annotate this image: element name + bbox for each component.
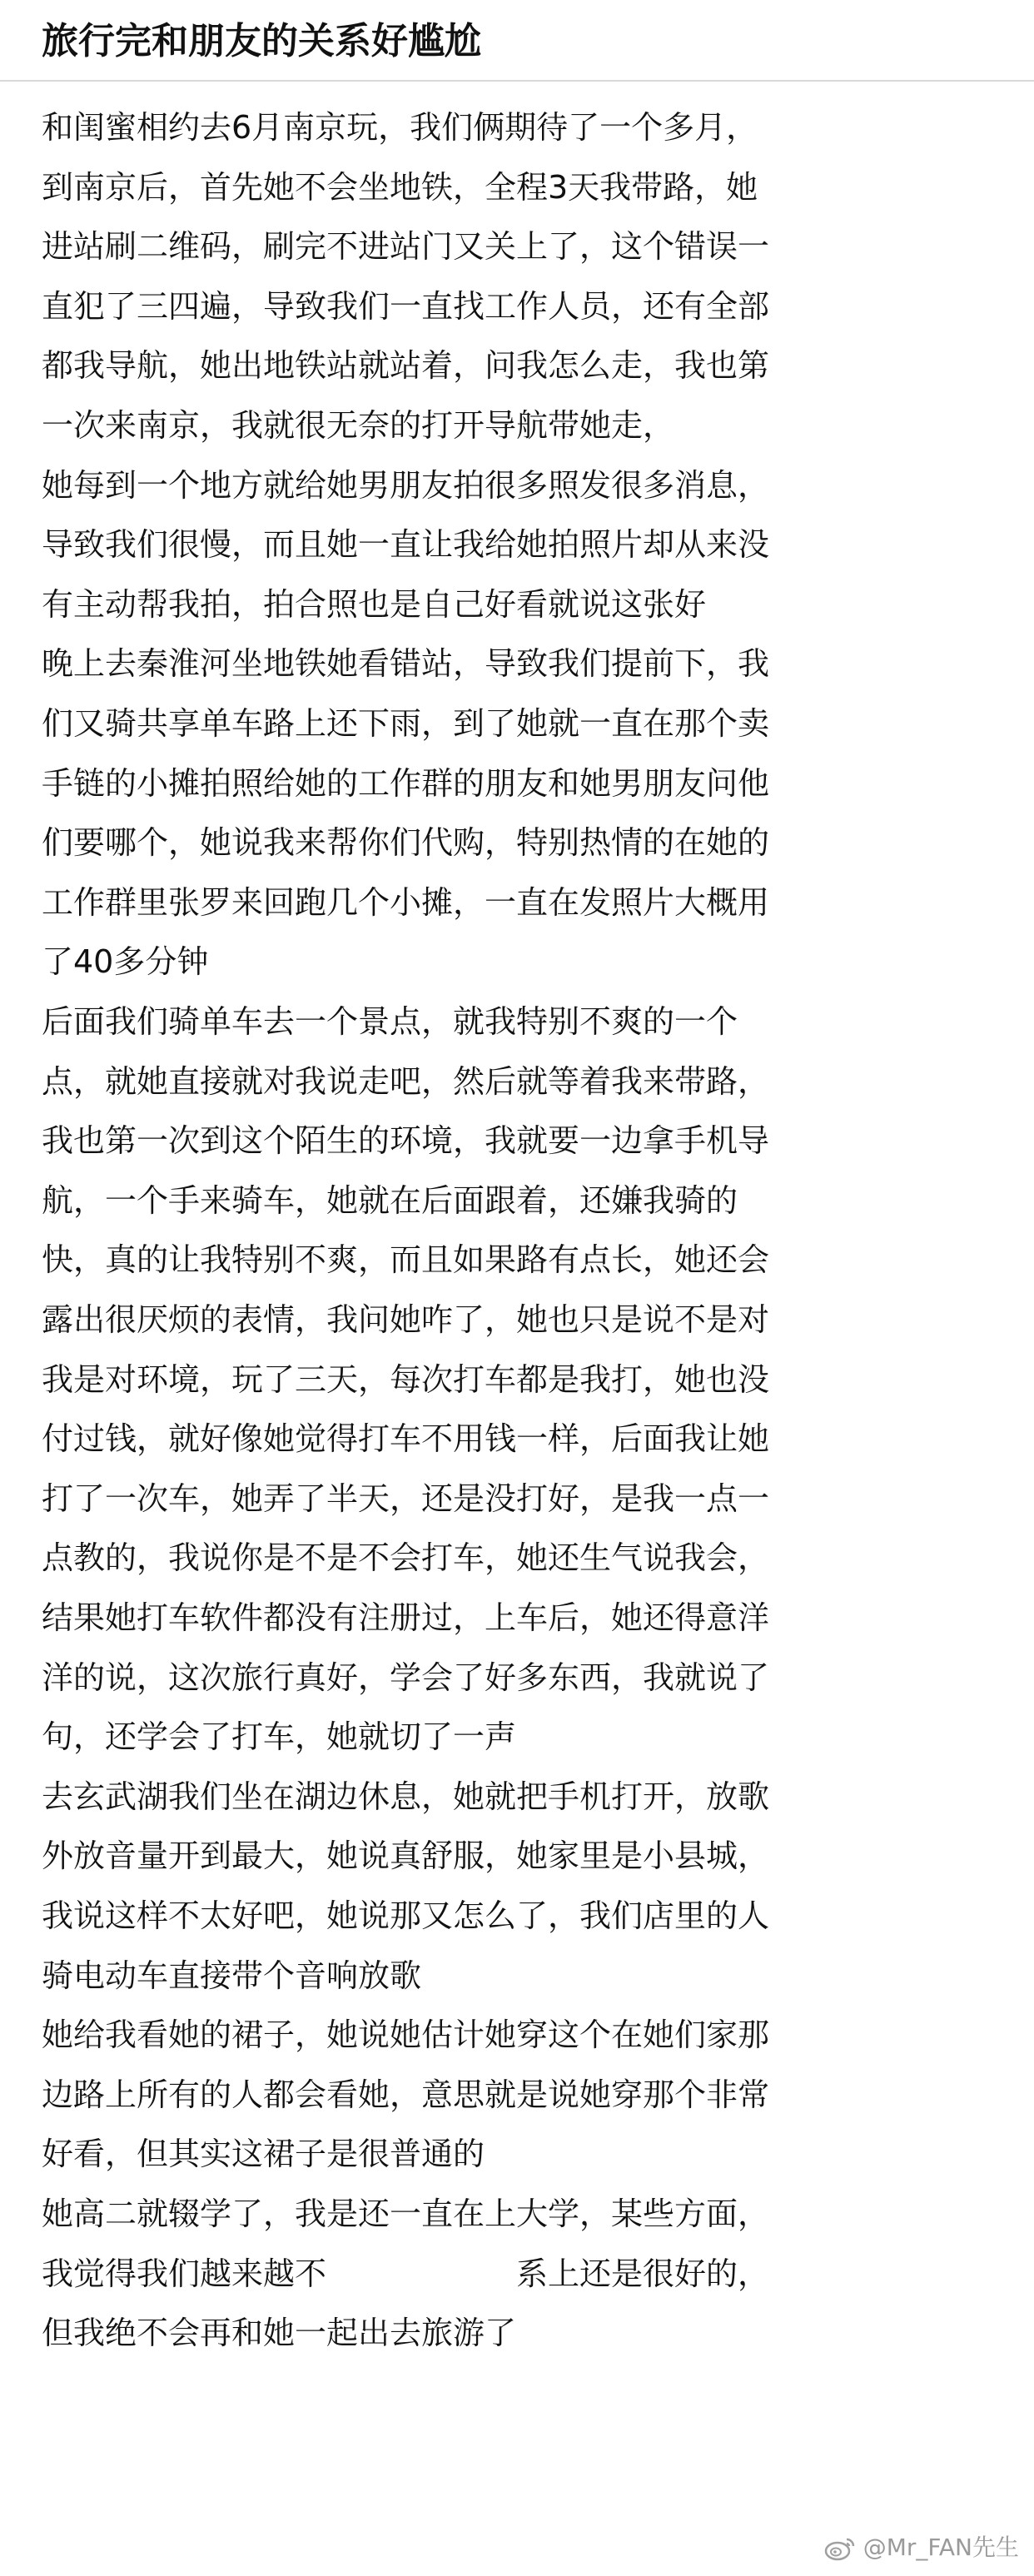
body-line: 她给我看她的裙子，她说她估计她穿这个在她们家那 [42, 2017, 770, 2053]
body-line: 边路上所有的人都会看她，意思就是说她穿那个非常 [42, 2076, 770, 2113]
body-line: 有主动帮我拍，拍合照也是自己好看就说这张好 [42, 586, 707, 623]
body-line: 我也第一次到这个陌生的环境，我就要一边拿手机导 [42, 1122, 770, 1159]
body-line: 我觉得我们越来越不 系上还是很好的， [42, 2255, 770, 2292]
body-line: 句，还学会了打车，她就切了一声 [42, 1718, 517, 1755]
body-line: 一次来南京，我就很无奈的打开导航带她走， [42, 407, 675, 444]
body-line: 付过钱，就好像她觉得打车不用钱一样，后面我让她 [42, 1420, 770, 1457]
body-line: 导致我们很慢，而且她一直让我给她拍照片却从来没 [42, 526, 770, 563]
body-line: 结果她打车软件都没有注册过，上车后，她还得意洋 [42, 1599, 770, 1636]
body-line: 后面我们骑单车去一个景点，就我特别不爽的一个 [42, 1003, 738, 1040]
body-line: 洋的说，这次旅行真好，学会了好多东西，我就说了 [42, 1659, 770, 1696]
body-line: 航，一个手来骑车，她就在后面跟着，还嫌我骑的 [42, 1182, 738, 1219]
redaction-mark [391, 2406, 691, 2466]
body-line: 快，真的让我特别不爽，而且如果路有点长，她还会 [42, 1241, 770, 1278]
body-line: 露出很厌烦的表情，我问她咋了，她也只是说不是对 [42, 1301, 770, 1338]
body-line: 了40多分钟 [42, 943, 209, 980]
body-line: 们又骑共享单车路上还下雨，到了她就一直在那个卖 [42, 705, 770, 742]
body-line: 但我绝不会再和她一起出去旅游了 [42, 2315, 517, 2351]
body-line: 直犯了三四遍，导致我们一直找工作人员，还有全部 [42, 288, 770, 325]
body-line: 去玄武湖我们坐在湖边休息，她就把手机打开，放歌 [42, 1778, 770, 1815]
body-line: 和闺蜜相约去6月南京玩，我们俩期待了一个多月， [42, 109, 758, 146]
post-title: 旅行完和朋友的关系好尴尬 [42, 20, 481, 62]
body-line: 进站刷二维码，刷完不进站门又关上了，这个错误一 [42, 228, 770, 265]
body-line: 工作群里张罗来回跑几个小摊，一直在发照片大概用 [42, 884, 770, 921]
title-divider [0, 80, 1034, 82]
body-line: 打了一次车，她弄了半天，还是没打好，是我一点一 [42, 1480, 770, 1517]
body-line: 她每到一个地方就给她男朋友拍很多照发很多消息， [42, 467, 770, 504]
body-line: 晚上去秦淮河坐地铁她看错站，导致我们提前下，我 [42, 645, 770, 682]
body-line: 都我导航，她出地铁站就站着，问我怎么走，我也第 [42, 347, 770, 384]
body-line: 们要哪个，她说我来帮你们代购，特别热情的在她的 [42, 824, 770, 861]
watermark-text: @Mr_FAN先生 [862, 2534, 1019, 2561]
body-line: 我是对环境，玩了三天，每次打车都是我打，她也没 [42, 1361, 770, 1398]
body-line: 点教的，我说你是不是不会打车，她还生气说我会， [42, 1539, 770, 1576]
body-line: 到南京后，首先她不会坐地铁，全程3天我带路，她 [42, 169, 758, 206]
weibo-logo-icon [823, 2534, 857, 2561]
body-line: 点，就她直接就对我说走吧，然后就等着我来带路， [42, 1063, 770, 1100]
body-line: 好看，但其实这裙子是很普通的 [42, 2136, 485, 2172]
body-line: 骑电动车直接带个音响放歌 [42, 1957, 422, 1994]
body-line: 外放音量开到最大，她说真舒服，她家里是小县城， [42, 1838, 770, 1874]
body-line: 手链的小摊拍照给她的工作群的朋友和她男朋友问他 [42, 765, 770, 802]
weibo-watermark [823, 2531, 1019, 2564]
body-line: 我说这样不太好吧，她说那又怎么了，我们店里的人 [42, 1897, 770, 1934]
body-line: 她高二就辍学了，我是还一直在上大学，某些方面， [42, 2196, 770, 2232]
